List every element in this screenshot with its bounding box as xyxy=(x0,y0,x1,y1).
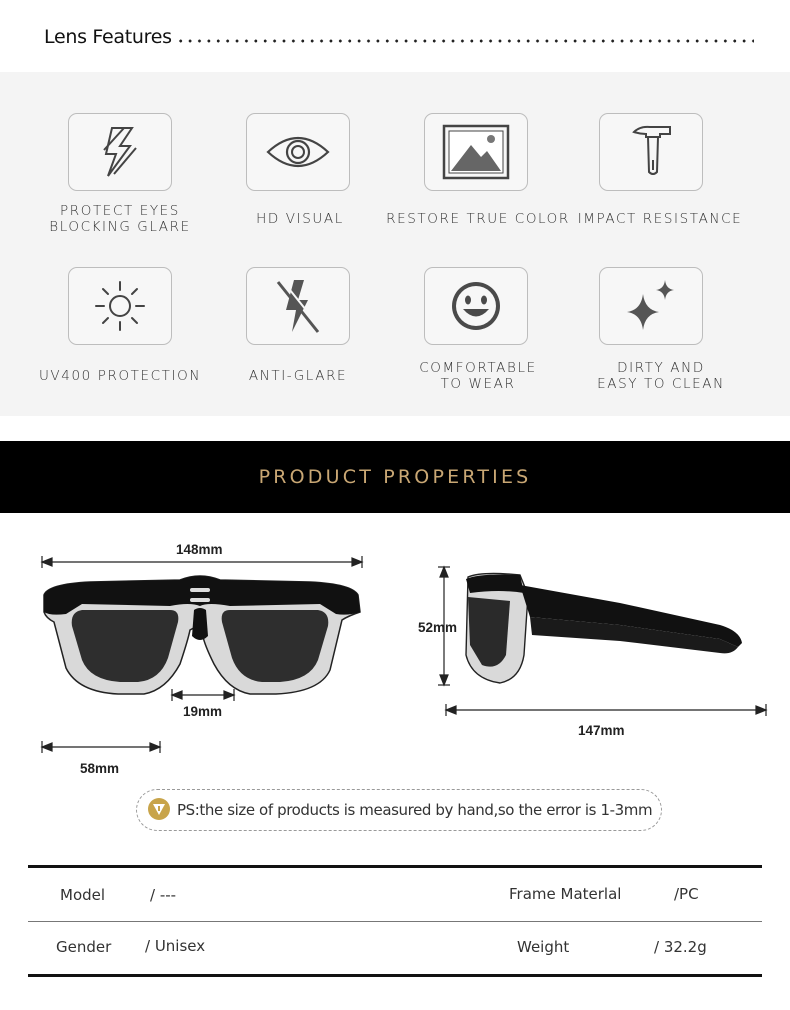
feature-label-hd-visual: HD VISUAL xyxy=(256,211,344,227)
side-view-diagram xyxy=(420,555,780,735)
section-title-lens-features: Lens Features xyxy=(44,26,172,48)
eye-icon xyxy=(265,127,331,177)
product-properties-banner xyxy=(0,441,790,513)
picture-icon xyxy=(441,123,511,181)
table-top-rule xyxy=(28,865,762,868)
lightning-icon xyxy=(90,122,150,182)
bridge-label: 19mm xyxy=(183,704,223,719)
sparkle-icon xyxy=(619,276,683,336)
lens-width-arrow xyxy=(42,741,160,753)
smiley-icon xyxy=(448,278,504,334)
feature-label-true-color: RESTORE TRUE COLOR xyxy=(386,211,570,227)
sun-icon xyxy=(92,278,148,334)
spec-model-value: / --- xyxy=(150,886,177,904)
spec-model-label: Model xyxy=(60,886,106,904)
spec-weight-label: Weight xyxy=(517,938,570,956)
feature-label-comfortable: COMFORTABLE TO WEAR xyxy=(419,360,537,392)
feature-label-impact: IMPACT RESISTANCE xyxy=(577,211,743,227)
feature-label-protect-eyes: PROTECT EYES BLOCKING GLARE xyxy=(49,203,191,235)
glasses-front-image xyxy=(44,576,360,694)
spec-weight-value: / 32.2g xyxy=(654,938,707,956)
feature-label-anti-glare: ANTI-GLARE xyxy=(248,368,348,384)
bridge-arrow xyxy=(172,689,234,701)
anti-glare-icon xyxy=(270,276,326,336)
temple-length-label: 147mm xyxy=(578,723,625,738)
feature-card-true-color xyxy=(424,113,528,191)
warning-icon xyxy=(147,797,171,821)
banner-title: PRODUCT PROPERTIES xyxy=(258,466,532,488)
glasses-side-image xyxy=(466,573,742,683)
feature-card-easy-clean xyxy=(599,267,703,345)
frame-width-arrow xyxy=(42,556,362,568)
feature-card-impact xyxy=(599,113,703,191)
feature-label-uv400: UV400 PROTECTION xyxy=(38,368,202,384)
spec-material-label: Frame Materlal xyxy=(509,885,622,903)
dotted-divider xyxy=(176,38,754,44)
frame-width-label: 148mm xyxy=(176,542,223,557)
spec-material-value: /PC xyxy=(674,885,699,903)
lens-width-label: 58mm xyxy=(80,761,120,776)
feature-card-hd-visual xyxy=(246,113,350,191)
lens-height-label: 52mm xyxy=(418,620,458,635)
feature-card-uv400 xyxy=(68,267,172,345)
feature-card-anti-glare xyxy=(246,267,350,345)
front-view-diagram xyxy=(30,540,380,790)
spec-gender-value: / Unisex xyxy=(145,937,206,955)
feature-card-comfortable xyxy=(424,267,528,345)
hammer-icon xyxy=(626,122,676,182)
measurement-note-text: PS:the size of products is measured by hand,so the error is 1-3mm xyxy=(177,801,653,819)
feature-card-protect-eyes xyxy=(68,113,172,191)
feature-label-easy-clean: DIRTY AND EASY TO CLEAN xyxy=(597,360,725,392)
temple-length-arrow xyxy=(446,704,766,716)
table-bottom-rule xyxy=(28,974,762,977)
table-middle-rule xyxy=(28,921,762,922)
spec-gender-label: Gender xyxy=(56,938,112,956)
